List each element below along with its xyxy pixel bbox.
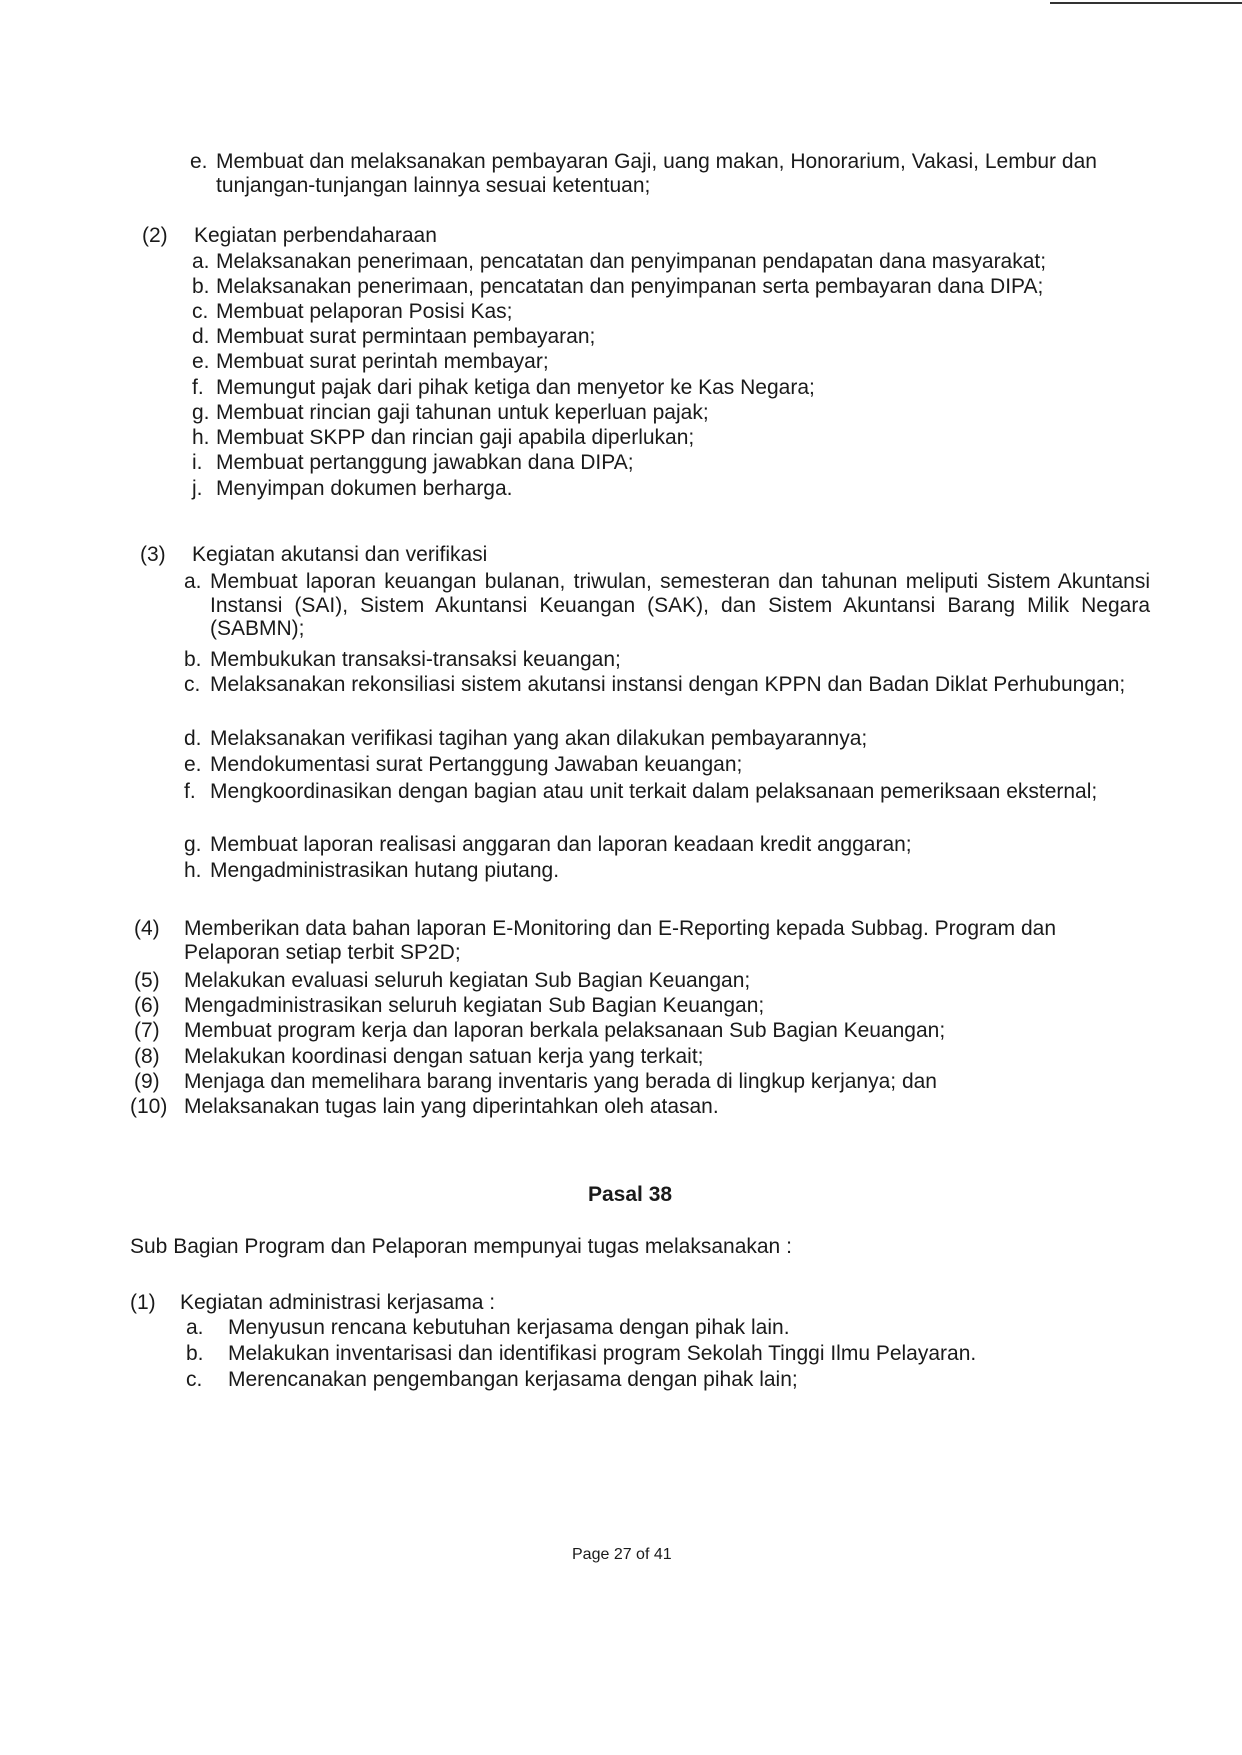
item-text: Melakukan inventarisasi dan identifikasi program Sekolah Tinggi Ilmu Pelayaran.: [228, 1342, 977, 1365]
item-text: Memberikan data bahan laporan E-Monitoring dan E-Reporting kepada Subbag. Program dan Pelaporan setiap terbit SP2D;: [184, 917, 1057, 964]
item-label: d.: [192, 325, 210, 348]
item-text: Membuat surat perintah membayar;: [216, 350, 549, 373]
numbered-item: [130, 1095, 1150, 1119]
list-item: [184, 648, 1150, 672]
numbered-item: [134, 994, 1150, 1018]
page-number: Page 27 of 41: [572, 1546, 672, 1563]
section-number: (1): [130, 1291, 156, 1314]
item-text: Merencanakan pengembangan kerjasama dengan pihak lain;: [228, 1368, 798, 1391]
list-item: [184, 673, 1150, 697]
list-item: [184, 570, 1150, 641]
list-item: [184, 780, 1150, 804]
item-text: Melakukan koordinasi dengan satuan kerja yang terkait;: [184, 1045, 704, 1068]
list-item: [192, 350, 1152, 374]
numbered-item: [134, 1045, 1150, 1069]
item-number: (6): [134, 994, 160, 1017]
section-heading: [142, 224, 1142, 248]
item-number: (8): [134, 1045, 160, 1068]
item-text: Membuat pertanggung jawabkan dana DIPA;: [216, 451, 634, 474]
item-label: g.: [184, 833, 202, 856]
section-title: Kegiatan administrasi kerjasama :: [180, 1291, 496, 1314]
intro-text: Sub Bagian Program dan Pelaporan mempunyai tugas melaksanakan :: [130, 1235, 792, 1258]
item-number: (10): [130, 1095, 168, 1118]
section-number: (2): [142, 224, 168, 247]
item-label: e.: [184, 753, 202, 776]
item-text: Membuat program kerja dan laporan berkala pelaksanaan Sub Bagian Keuangan;: [184, 1019, 946, 1042]
item-text: Membuat dan melaksanakan pembayaran Gaji, uang makan, Honorarium, Vakasi, Lembur dan tunjangan-tunjangan lainnya sesuai ketentuan;: [216, 150, 1097, 197]
item-label: j.: [192, 477, 203, 500]
item-text: Menyusun rencana kebutuhan kerjasama dengan pihak lain.: [228, 1316, 790, 1339]
item-label: g.: [192, 401, 210, 424]
section-heading: [140, 543, 1140, 567]
item-text: Mendokumentasi surat Pertanggung Jawaban keuangan;: [210, 753, 743, 776]
article-heading: Pasal 38: [588, 1183, 673, 1206]
list-item: [186, 1316, 1146, 1340]
item-text: Mengadministrasikan seluruh kegiatan Sub Bagian Keuangan;: [184, 994, 765, 1017]
item-label: b.: [186, 1342, 204, 1365]
item-text: Menyimpan dokumen berharga.: [216, 477, 513, 500]
article-intro: [130, 1235, 1130, 1259]
item-text: Membuat laporan realisasi anggaran dan laporan keadaan kredit anggaran;: [210, 833, 912, 856]
list-item: [190, 150, 1150, 197]
item-text: Melaksanakan tugas lain yang diperintahkan oleh atasan.: [184, 1095, 719, 1118]
item-label: a.: [184, 570, 202, 593]
item-label: f.: [192, 376, 204, 399]
item-label: i.: [192, 451, 203, 474]
list-item: [184, 727, 1150, 751]
item-label: c.: [184, 673, 201, 696]
item-text: Melakukan evaluasi seluruh kegiatan Sub Bagian Keuangan;: [184, 969, 751, 992]
item-text: Mengadministrasikan hutang piutang.: [210, 859, 560, 882]
list-item: [184, 753, 1150, 777]
section-title: Kegiatan perbendaharaan: [194, 224, 437, 247]
item-label: a.: [186, 1316, 204, 1339]
numbered-item: [134, 1070, 1150, 1094]
item-text: Mengkoordinasikan dengan bagian atau unit terkait dalam pelaksanaan pemeriksaan eksternal;: [210, 780, 1098, 803]
item-text: Memungut pajak dari pihak ketiga dan menyetor ke Kas Negara;: [216, 376, 815, 399]
item-text: Menjaga dan memelihara barang inventaris yang berada di lingkup kerjanya; dan: [184, 1070, 937, 1093]
item-number: (4): [134, 917, 160, 940]
list-item: [186, 1368, 1146, 1392]
section-title: Kegiatan akutansi dan verifikasi: [192, 543, 488, 566]
item-label: c.: [186, 1368, 203, 1391]
item-label: h.: [184, 859, 202, 882]
item-number: (5): [134, 969, 160, 992]
item-label: c.: [192, 300, 209, 323]
item-label: e.: [192, 350, 210, 373]
list-item: [192, 401, 1152, 425]
item-label: b.: [184, 648, 202, 671]
item-text: Membuat rincian gaji tahunan untuk keperluan pajak;: [216, 401, 709, 424]
item-label: f.: [184, 780, 196, 803]
list-item: [192, 250, 1152, 274]
list-item: [184, 833, 1150, 857]
numbered-item: [134, 969, 1150, 993]
list-item: [192, 477, 1152, 501]
numbered-item: [134, 917, 1150, 964]
list-item: [186, 1342, 1146, 1366]
item-text: Membuat SKPP dan rincian gaji apabila diperlukan;: [216, 426, 695, 449]
item-text: Membuat surat permintaan pembayaran;: [216, 325, 596, 348]
section-heading: [130, 1291, 1130, 1315]
list-item: [184, 859, 1150, 883]
item-text: Membuat pelaporan Posisi Kas;: [216, 300, 513, 323]
item-text: Melaksanakan penerimaan, pencatatan dan penyimpanan pendapatan dana masyarakat;: [216, 250, 1047, 273]
item-number: (7): [134, 1019, 160, 1042]
item-label: d.: [184, 727, 202, 750]
section-number: (3): [140, 543, 166, 566]
item-text: Melaksanakan verifikasi tagihan yang akan dilakukan pembayarannya;: [210, 727, 868, 750]
list-item: [192, 275, 1152, 299]
item-text: Melaksanakan penerimaan, pencatatan dan penyimpanan serta pembayaran dana DIPA;: [216, 275, 1044, 298]
list-item: [192, 451, 1152, 475]
item-label: h.: [192, 426, 210, 449]
list-item: [192, 426, 1152, 450]
numbered-item: [134, 1019, 1150, 1043]
item-label: a.: [192, 250, 210, 273]
item-text: Membuat laporan keuangan bulanan, triwulan, semesteran dan tahunan meliputi Sistem Akuntansi Instansi (SAI), Sistem Akuntansi Keuangan (SAK), dan Sistem Akuntansi Barang Milik Negara (SABMN);: [210, 570, 1150, 640]
item-number: (9): [134, 1070, 160, 1093]
list-item: [192, 300, 1152, 324]
item-text: Membukukan transaksi-transaksi keuangan;: [210, 648, 621, 671]
item-text: Melaksanakan rekonsiliasi sistem akutansi instansi dengan KPPN dan Badan Diklat Perhubungan;: [210, 673, 1126, 696]
item-label: e.: [190, 150, 208, 173]
list-item: [192, 325, 1152, 349]
item-label: b.: [192, 275, 210, 298]
list-item: [192, 376, 1152, 400]
